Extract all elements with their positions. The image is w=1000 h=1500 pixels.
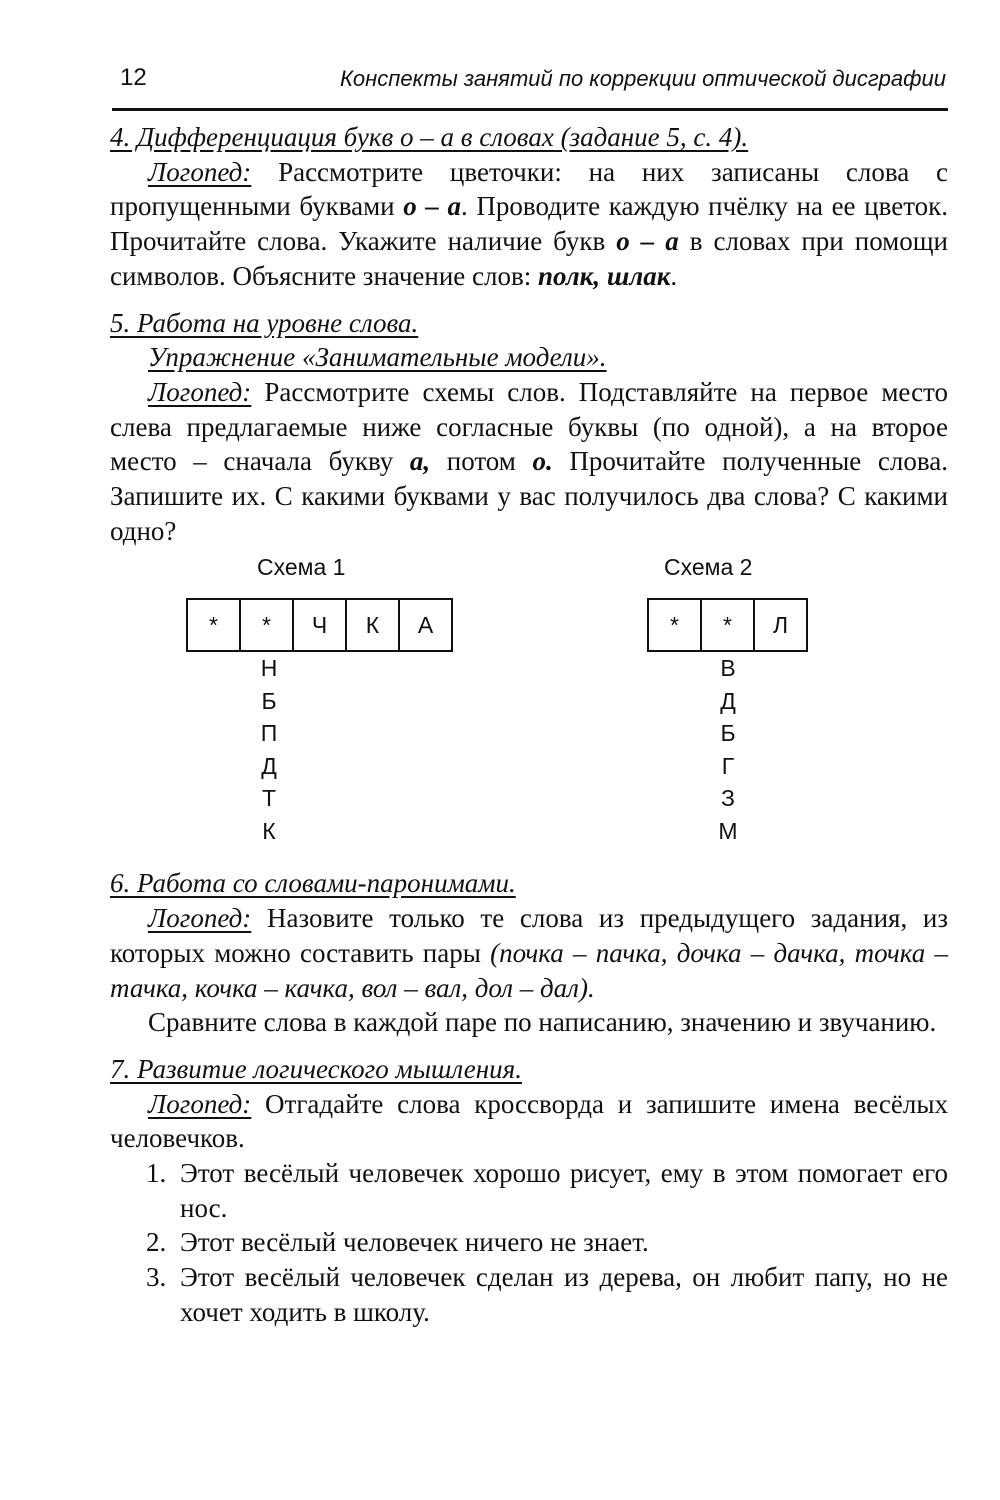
scheme-2-letters	[702, 652, 754, 847]
emphasis: полк, шлак	[537, 260, 671, 291]
scheme-2-cell: *	[702, 600, 755, 650]
riddle-list	[110, 1156, 948, 1330]
text-run: Прочитайте полученные слова. Запишите их. С какими буквами у вас получилось два слова? С какими одно?	[110, 446, 948, 546]
emphasis: о – а	[616, 226, 679, 257]
scheme-1-title: Схема 1	[257, 554, 346, 581]
letter: Т	[261, 785, 277, 812]
letter: В	[720, 655, 736, 682]
letter: Д	[261, 752, 277, 779]
section-4-paragraph	[110, 155, 948, 294]
speaker-label: Логопед:	[148, 376, 252, 407]
scheme-1-cell: *	[241, 600, 294, 650]
list-item	[110, 1225, 948, 1260]
page-number: 12	[120, 64, 147, 91]
letter: Б	[720, 720, 736, 747]
text-run: Рассмотрите цветочки: на них записаны слова с пропущенными буквами	[110, 156, 948, 222]
text-run: потом	[430, 446, 533, 477]
page-header	[112, 62, 948, 98]
letter: М	[718, 817, 738, 844]
emphasis: о – а	[403, 191, 462, 222]
scheme-2-title: Схема 2	[664, 554, 753, 581]
scheme-2-cell: Л	[772, 612, 789, 639]
speaker-label: Логопед:	[148, 903, 252, 934]
letter: Н	[260, 655, 278, 682]
scheme-2-grid	[647, 598, 808, 652]
scheme-1-letters	[243, 652, 295, 847]
list-item-text: Этот весёлый человечек ничего не знает.	[180, 1227, 649, 1258]
list-item	[110, 1156, 948, 1225]
scheme-1-cell: А	[417, 612, 434, 639]
text-run: Назовите только те слова из предыдущего задания, из которых можно составить пары	[110, 903, 948, 968]
section-6-heading: 6. Работа со словами-паронимами.	[110, 868, 516, 899]
letter: П	[260, 720, 278, 747]
scheme-1-grid	[186, 598, 453, 652]
scheme-1-cell: *	[188, 600, 241, 650]
paronym-pairs: (почка – пачка, дочка – дачка, точка – тачка, кочка – качка, вол – вал, дол – дал).	[110, 937, 948, 1003]
letter: Г	[721, 752, 735, 779]
emphasis: о.	[532, 446, 553, 477]
running-title: Конспекты занятий по коррекции оптической дисграфии	[339, 66, 946, 91]
letter: З	[721, 785, 735, 812]
section-4-heading: 4. Дифференциация букв о – а в словах (задание 5, с. 4).	[110, 122, 749, 152]
section-7-heading: 7. Развитие логического мышления.	[110, 1053, 522, 1084]
scheme-1-cell: Ч	[294, 600, 347, 650]
text-run: .	[670, 260, 678, 291]
list-item-number: 2.	[146, 1227, 167, 1258]
speaker-label: Логопед:	[148, 156, 252, 187]
section-6-paragraph	[110, 901, 948, 1005]
letter: К	[262, 817, 276, 844]
section-5-heading: 5. Работа на уровне слова.	[110, 307, 419, 338]
word-schemes	[110, 548, 948, 866]
section-7-paragraph	[110, 1087, 948, 1156]
section-6-paragraph-2: Сравните слова в каждой паре по написанию, значению и звучанию.	[148, 1007, 937, 1038]
list-item-text: Этот весёлый человечек хорошо рисует, ему в этом помогает его нос.	[180, 1158, 948, 1223]
emphasis: а,	[409, 446, 431, 477]
text-run: . Проводите каждую пчёлку на ее цветок. Прочитайте слова. Укажите наличие букв	[110, 191, 949, 257]
text-run: Отгадайте слова кроссворда и запишите имена весёлых человечков.	[110, 1088, 948, 1154]
spacer	[110, 294, 948, 306]
spacer	[110, 1040, 948, 1052]
header-rule	[112, 108, 948, 111]
text-run: в словах при помощи символов. Объясните значение слов:	[110, 226, 949, 291]
list-item	[110, 1260, 948, 1329]
text-run: Рассмотрите схемы слов. Подставляйте на первое место слева предлагаемые ниже согласные буквы (по одной), а на второе место – сначала букву	[110, 376, 948, 477]
speaker-label: Логопед:	[148, 1088, 252, 1119]
letter: Б	[261, 687, 277, 714]
exercise-title: Упражнение «Занимательные модели».	[148, 342, 607, 373]
list-item-number: 1.	[146, 1158, 167, 1189]
section-5-paragraph	[110, 375, 948, 549]
scheme-2-cell: *	[649, 600, 702, 650]
letter: Д	[720, 687, 736, 714]
list-item-text: Этот весёлый человечек сделан из дерева, он любит папу, но не хочет ходить в школу.	[180, 1262, 948, 1327]
page-body	[110, 120, 948, 1330]
list-item-number: 3.	[146, 1262, 167, 1293]
scheme-1-cell: К	[347, 600, 400, 650]
